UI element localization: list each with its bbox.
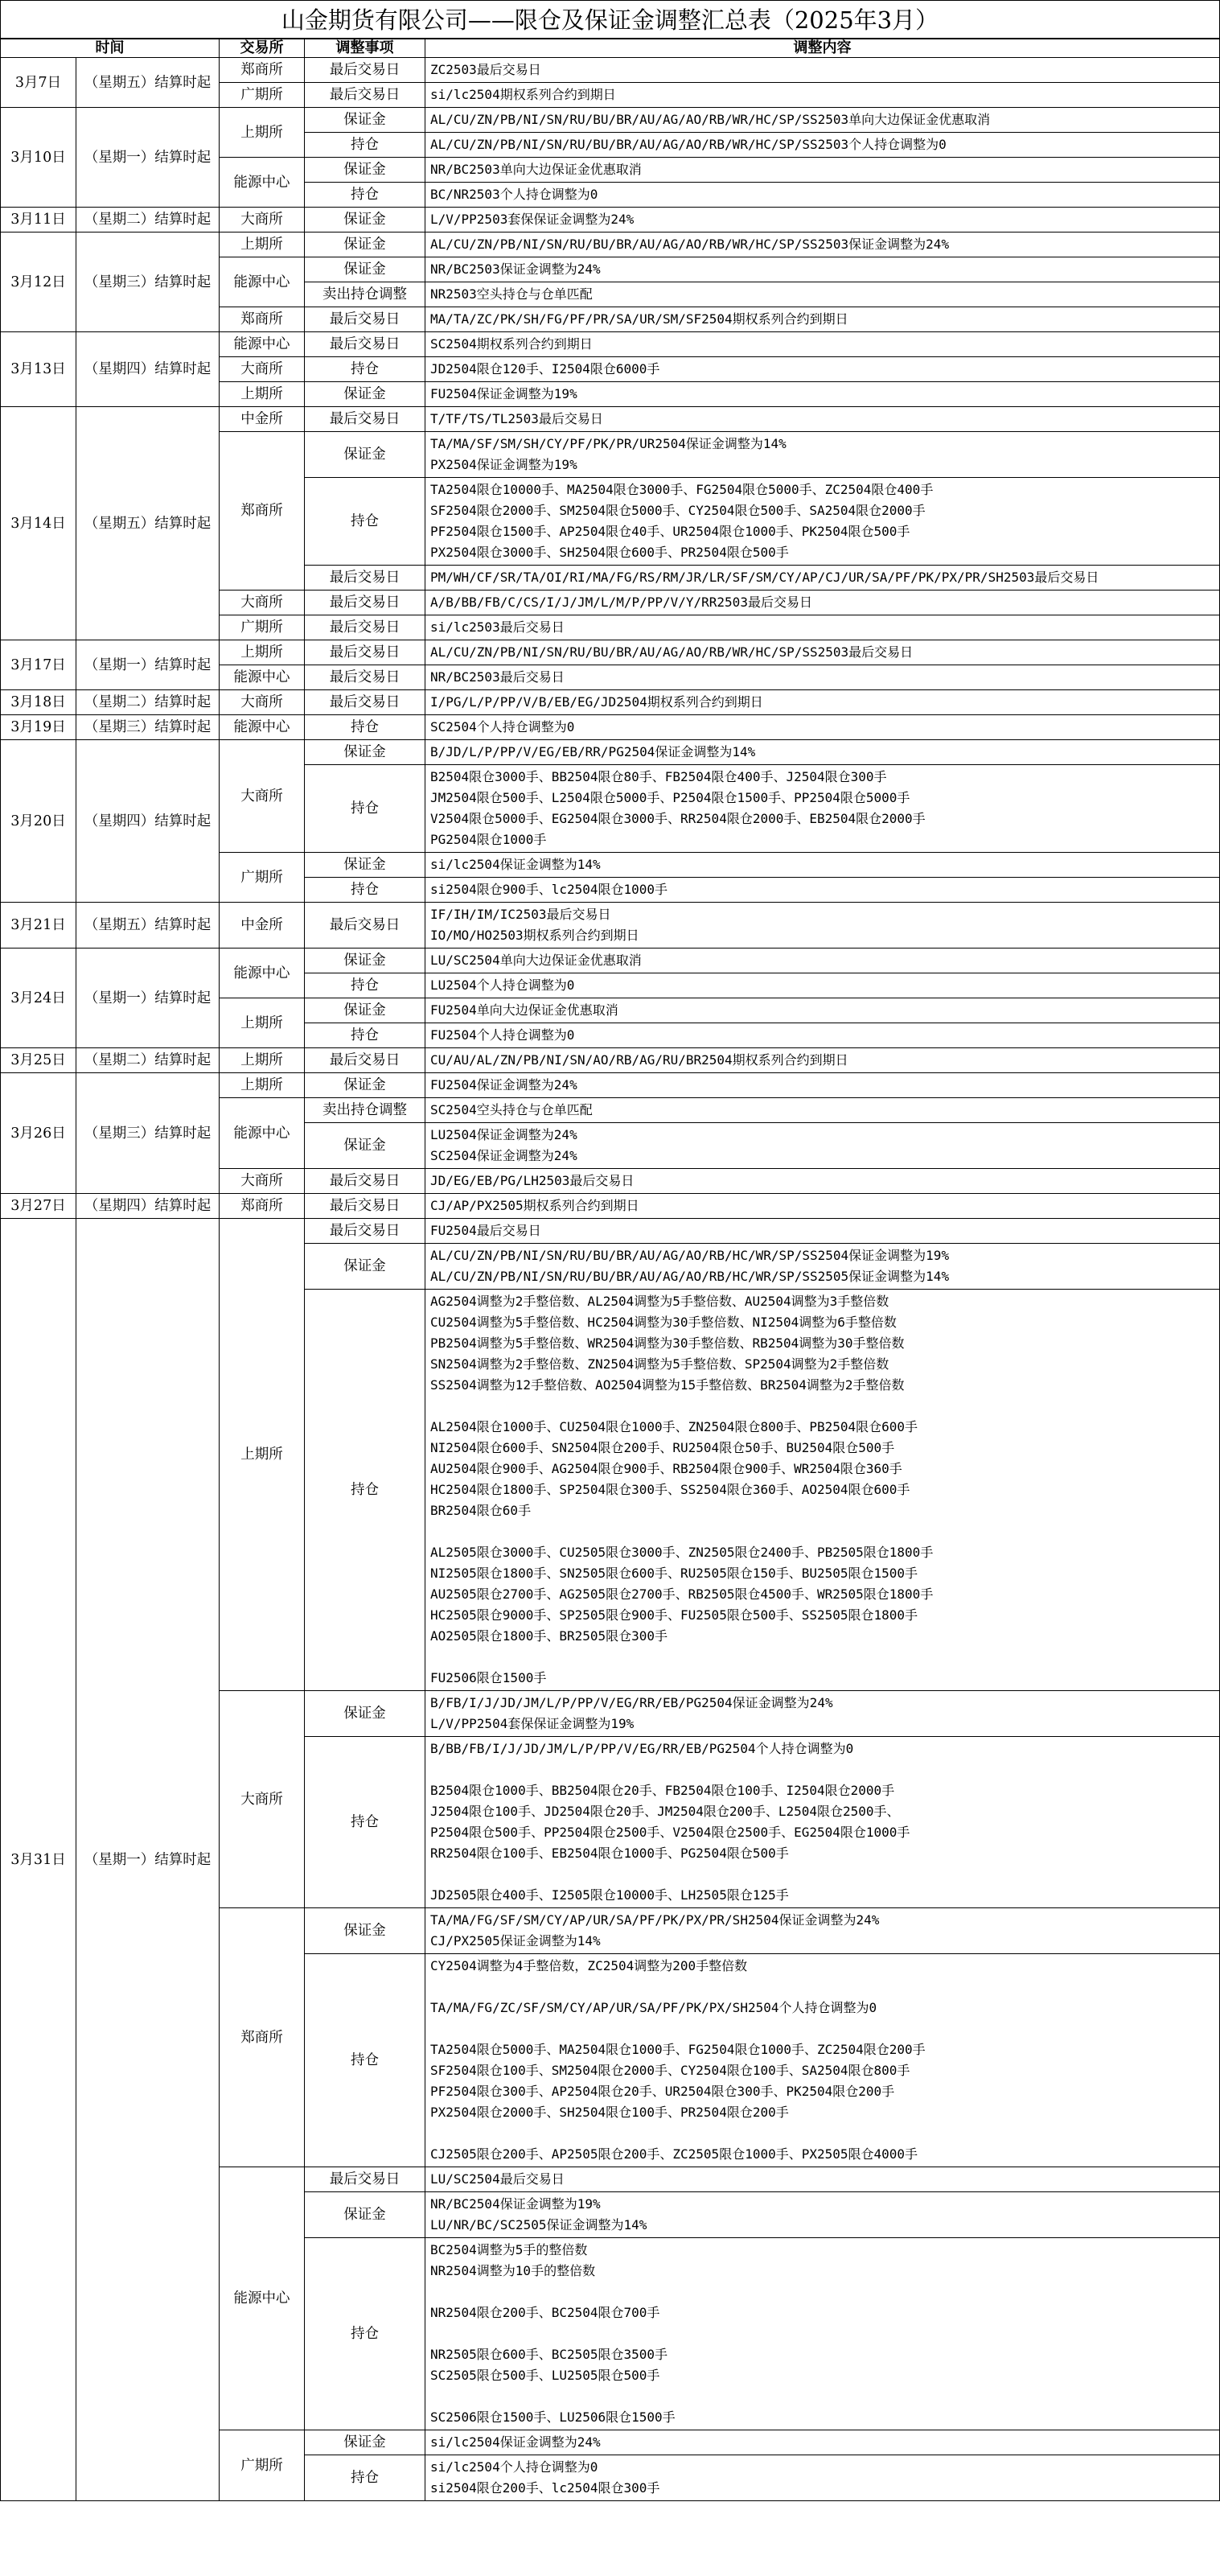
label-cell: 持仓 [305,133,425,158]
label-cell: （星期五）结算时起 [76,903,220,949]
label-cell: 能源中心 [220,949,305,998]
content-cell: B/JD/L/P/PP/V/EG/EB/RR/PG2504保证金调整为14% [425,740,1220,765]
label-cell: 大商所 [220,690,305,715]
label-cell: 能源中心 [220,1098,305,1169]
label-cell: 上期所 [220,382,305,407]
label-cell: （星期三）结算时起 [76,715,220,740]
content-cell: si/lc2503最后交易日 [425,615,1220,640]
table-row [1,640,1220,665]
header-time: 时间 [1,39,220,58]
label-cell: （星期二）结算时起 [76,208,220,232]
label-cell: 最后交易日 [305,566,425,591]
label-cell: 能源中心 [220,332,305,357]
content-cell: NR/BC2503保证金调整为24% [425,257,1220,282]
table-row [1,740,1220,765]
content-cell: CU/AU/AL/ZN/PB/NI/SN/AO/RB/AG/RU/BR2504期权系列合约到期日 [425,1048,1220,1073]
header-content: 调整内容 [425,39,1220,58]
label-cell: （星期五）结算时起 [76,407,220,640]
content-cell: I/PG/L/P/PP/V/B/EB/EG/JD2504期权系列合约到期日 [425,690,1220,715]
label-cell: 大商所 [220,740,305,853]
label-cell: 最后交易日 [305,407,425,432]
label-cell: （星期三）结算时起 [76,1073,220,1194]
label-cell: 持仓 [305,1737,425,1908]
table-row [1,1194,1220,1219]
label-cell: 保证金 [305,382,425,407]
content-cell: A/B/BB/FB/C/CS/I/J/JM/L/M/P/PP/V/Y/RR2503最后交易日 [425,591,1220,615]
label-cell: 大商所 [220,1169,305,1194]
label-cell: 上期所 [220,998,305,1048]
label-cell: 保证金 [305,257,425,282]
content-cell: L/V/PP2503套保保证金调整为24% [425,208,1220,232]
label-cell: 上期所 [220,108,305,158]
content-cell: FU2504单向大边保证金优惠取消 [425,998,1220,1023]
content-cell: si/lc2504期权系列合约到期日 [425,83,1220,108]
content-cell: B/FB/I/J/JD/JM/L/P/PP/V/EG/RR/EB/PG2504保证金调整为24% L/V/PP2504套保保证金调整为19% [425,1691,1220,1737]
content-cell: PM/WH/CF/SR/TA/OI/RI/MA/FG/RS/RM/JR/LR/SF/SM/CY/AP/CJ/UR/SA/PF/PK/PX/PR/SH2503最后交易日 [425,566,1220,591]
label-cell: 3月14日 [1,407,76,640]
header-exchange: 交易所 [220,39,305,58]
content-cell: TA2504限仓10000手、MA2504限仓3000手、FG2504限仓5000手、ZC2504限仓400手 SF2504限仓2000手、SM2504限仓5000手、CY2504限仓500手、SA2504限仓2000手 PF2504限仓1500手、AP2504限仓40手、UR2504限仓1000手、PK2504限仓500手 PX2504限仓3000手、SH2504限仓600手、PR2504限仓500手 [425,478,1220,566]
content-cell: ZC2503最后交易日 [425,58,1220,83]
content-cell: IF/IH/IM/IC2503最后交易日 IO/MO/HO2503期权系列合约到期日 [425,903,1220,949]
label-cell: 保证金 [305,208,425,232]
table-row [1,715,1220,740]
label-cell: 3月24日 [1,949,76,1048]
label-cell: （星期四）结算时起 [76,740,220,903]
content-cell: FU2504保证金调整为19% [425,382,1220,407]
label-cell: 最后交易日 [305,1048,425,1073]
label-cell: 广期所 [220,853,305,903]
label-cell: 最后交易日 [305,1169,425,1194]
label-cell: （星期四）结算时起 [76,332,220,407]
label-cell: 3月21日 [1,903,76,949]
content-cell: NR/BC2503单向大边保证金优惠取消 [425,158,1220,183]
table-row [1,208,1220,232]
label-cell: 3月10日 [1,108,76,208]
label-cell: 最后交易日 [305,1219,425,1244]
label-cell: 保证金 [305,853,425,878]
table-row [1,407,1220,432]
label-cell: 持仓 [305,2455,425,2501]
header-row [1,39,1220,58]
label-cell: 能源中心 [220,257,305,307]
label-cell: 广期所 [220,615,305,640]
page-title: 山金期货有限公司——限仓及保证金调整汇总表（2025年3月） [0,0,1220,39]
label-cell: 最后交易日 [305,690,425,715]
content-cell: CJ/AP/PX2505期权系列合约到期日 [425,1194,1220,1219]
content-cell: JD2504限仓120手、I2504限仓6000手 [425,357,1220,382]
label-cell: 3月11日 [1,208,76,232]
content-cell: AL/CU/ZN/PB/NI/SN/RU/BU/BR/AU/AG/AO/RB/WR/HC/SP/SS2503保证金调整为24% [425,232,1220,257]
content-cell: LU/SC2504单向大边保证金优惠取消 [425,949,1220,973]
content-cell: LU2504个人持仓调整为0 [425,973,1220,998]
label-cell: 最后交易日 [305,58,425,83]
content-cell: BC/NR2503个人持仓调整为0 [425,183,1220,208]
label-cell: 持仓 [305,1954,425,2167]
label-cell: 保证金 [305,1244,425,1290]
label-cell: 持仓 [305,765,425,853]
label-cell: 大商所 [220,208,305,232]
label-cell: （星期二）结算时起 [76,1048,220,1073]
label-cell: 最后交易日 [305,307,425,332]
label-cell: 大商所 [220,357,305,382]
label-cell: 郑商所 [220,1194,305,1219]
label-cell: 广期所 [220,2430,305,2501]
label-cell: 3月12日 [1,232,76,332]
table-row [1,58,1220,83]
label-cell: 保证金 [305,949,425,973]
label-cell: 保证金 [305,108,425,133]
content-cell: B/BB/FB/I/J/JD/JM/L/P/PP/V/EG/RR/EB/PG2504个人持仓调整为0 B2504限仓1000手、BB2504限仓20手、FB2504限仓100手、I2504限仓2000手 J2504限仓100手、JD2504限仓20手、JM2504限仓200手、L2504限仓2500手、 P2504限仓500手、PP2504限仓2500手、V2504限仓2500手、EG2504限仓1000手 RR2504限仓100手、EB2504限仓1000手、PG2504限仓500手 JD2505限仓400手、I2505限仓10000手、LH2505限仓125手 [425,1737,1220,1908]
label-cell: 最后交易日 [305,1194,425,1219]
label-cell: 3月7日 [1,58,76,108]
content-cell: LU2504保证金调整为24% SC2504保证金调整为24% [425,1123,1220,1169]
label-cell: （星期一）结算时起 [76,949,220,1048]
label-cell: 最后交易日 [305,640,425,665]
label-cell: 保证金 [305,740,425,765]
content-cell: TA/MA/SF/SM/SH/CY/PF/PK/PR/UR2504保证金调整为14% PX2504保证金调整为19% [425,432,1220,478]
label-cell: 持仓 [305,1023,425,1048]
table-row [1,108,1220,133]
label-cell: 3月27日 [1,1194,76,1219]
label-cell: 3月20日 [1,740,76,903]
label-cell: 最后交易日 [305,591,425,615]
content-cell: CY2504调整为4手整倍数，ZC2504调整为200手整倍数 TA/MA/FG/ZC/SF/SM/CY/AP/UR/SA/PF/PK/PX/SH2504个人持仓调整为0 TA2504限仓5000手、MA2504限仓1000手、FG2504限仓1000手、ZC2504限仓200手 SF2504限仓100手、SM2504限仓2000手、CY2504限仓100手、SA2504限仓800手 PF2504限仓300手、AP2504限仓20手、UR2504限仓300手、PK2504限仓200手 PX2504限仓2000手、SH2504限仓100手、PR2504限仓200手 CJ2505限仓200手、AP2505限仓200手、ZC2505限仓1000手、PX2505限仓4000手 [425,1954,1220,2167]
label-cell: （星期二）结算时起 [76,690,220,715]
label-cell: 3月25日 [1,1048,76,1073]
label-cell: 持仓 [305,2238,425,2430]
content-cell: AL/CU/ZN/PB/NI/SN/RU/BU/BR/AU/AG/AO/RB/WR/HC/SP/SS2503最后交易日 [425,640,1220,665]
label-cell: 上期所 [220,640,305,665]
content-cell: FU2504保证金调整为24% [425,1073,1220,1098]
content-cell: NR/BC2503最后交易日 [425,665,1220,690]
content-cell: si/lc2504个人持仓调整为0 si2504限仓200手、lc2504限仓300手 [425,2455,1220,2501]
label-cell: 保证金 [305,432,425,478]
content-cell: BC2504调整为5手的整倍数 NR2504调整为10手的整倍数 NR2504限仓200手、BC2504限仓700手 NR2505限仓600手、BC2505限仓3500手 SC2505限仓500手、LU2505限仓500手 SC2506限仓1500手、LU2506限仓1500手 [425,2238,1220,2430]
content-cell: si2504限仓900手、lc2504限仓1000手 [425,878,1220,903]
label-cell: 3月17日 [1,640,76,690]
content-cell: SC2504期权系列合约到期日 [425,332,1220,357]
content-cell: AL/CU/ZN/PB/NI/SN/RU/BU/BR/AU/AG/AO/RB/HC/WR/SP/SS2504保证金调整为19% AL/CU/ZN/PB/NI/SN/RU/BU/BR/AU/AG/AO/RB/HC/WR/SP/SS2505保证金调整为14% [425,1244,1220,1290]
adjustment-table [0,39,1220,2501]
label-cell: （星期一）结算时起 [76,1219,220,2501]
label-cell: 持仓 [305,973,425,998]
label-cell: 上期所 [220,1048,305,1073]
label-cell: （星期一）结算时起 [76,108,220,208]
label-cell: 上期所 [220,1073,305,1098]
label-cell: 上期所 [220,232,305,257]
label-cell: 能源中心 [220,158,305,208]
table-row [1,690,1220,715]
content-cell: T/TF/TS/TL2503最后交易日 [425,407,1220,432]
label-cell: 中金所 [220,407,305,432]
content-cell: NR/BC2504保证金调整为19% LU/NR/BC/SC2505保证金调整为14% [425,2192,1220,2238]
label-cell: 最后交易日 [305,615,425,640]
label-cell: （星期一）结算时起 [76,640,220,690]
table-row [1,1219,1220,1244]
table-row [1,232,1220,257]
label-cell: 保证金 [305,998,425,1023]
label-cell: 上期所 [220,1219,305,1691]
label-cell: 保证金 [305,2192,425,2238]
label-cell: 3月26日 [1,1073,76,1194]
content-cell: LU/SC2504最后交易日 [425,2167,1220,2192]
label-cell: 最后交易日 [305,665,425,690]
content-cell: AG2504调整为2手整倍数、AL2504调整为5手整倍数、AU2504调整为3手整倍数 CU2504调整为5手整倍数、HC2504调整为30手整倍数、NI2504调整为6手整倍数 PB2504调整为5手整倍数、WR2504调整为30手整倍数、RB2504调整为30手整倍数 SN2504调整为2手整倍数、ZN2504调整为5手整倍数、SP2504调整为2手整倍数 SS2504调整为12手整倍数、AO2504调整为15手整倍数、BR2504调整为2手整倍数 AL2504限仓1000手、CU2504限仓1000手、ZN2504限仓800手、PB2504限仓600手 NI2504限仓600手、SN2504限仓200手、RU2504限仓50手、BU2504限仓500手 AU2504限仓900手、AG2504限仓900手、RB2504限仓900手、WR2504限仓360手 HC2504限仓1800手、SP2504限仓300手、SS2504限仓360手、AO2504限仓600手 BR2504限仓60手 AL2505限仓3000手、CU2505限仓3000手、ZN2505限仓2400手、PB2505限仓1800手 NI2505限仓1800手、SN2505限仓600手、RU2505限仓150手、BU2505限仓1500手 AU2505限仓2700手、AG2505限仓2700手、RB2505限仓4500手、WR2505限仓1800手 HC2505限仓9000手、SP2505限仓900手、FU2505限仓500手、SS2505限仓1800手 AO2505限仓1800手、BR2505限仓300手 FU2506限仓1500手 [425,1290,1220,1691]
table-row [1,949,1220,973]
label-cell: 中金所 [220,903,305,949]
label-cell: 保证金 [305,158,425,183]
table-row [1,1073,1220,1098]
table-body [1,58,1220,2501]
content-cell: SC2504空头持仓与仓单匹配 [425,1098,1220,1123]
content-cell: TA/MA/FG/SF/SM/CY/AP/UR/SA/PF/PK/PX/PR/SH2504保证金调整为24% CJ/PX2505保证金调整为14% [425,1908,1220,1954]
content-cell: FU2504最后交易日 [425,1219,1220,1244]
content-cell: FU2504个人持仓调整为0 [425,1023,1220,1048]
label-cell: 能源中心 [220,2167,305,2430]
label-cell: 最后交易日 [305,2167,425,2192]
label-cell: 持仓 [305,715,425,740]
label-cell: 能源中心 [220,665,305,690]
label-cell: 3月13日 [1,332,76,407]
label-cell: 保证金 [305,1073,425,1098]
label-cell: 3月19日 [1,715,76,740]
label-cell: 保证金 [305,232,425,257]
label-cell: 郑商所 [220,1908,305,2167]
label-cell: 3月31日 [1,1219,76,2501]
label-cell: 持仓 [305,357,425,382]
label-cell: 3月18日 [1,690,76,715]
label-cell: 卖出持仓调整 [305,1098,425,1123]
label-cell: （星期五）结算时起 [76,58,220,108]
content-cell: AL/CU/ZN/PB/NI/SN/RU/BU/BR/AU/AG/AO/RB/WR/HC/SP/SS2503单向大边保证金优惠取消 [425,108,1220,133]
label-cell: 持仓 [305,878,425,903]
label-cell: 最后交易日 [305,83,425,108]
label-cell: 郑商所 [220,58,305,83]
content-cell: SC2504个人持仓调整为0 [425,715,1220,740]
content-cell: AL/CU/ZN/PB/NI/SN/RU/BU/BR/AU/AG/AO/RB/WR/HC/SP/SS2503个人持仓调整为0 [425,133,1220,158]
content-cell: si/lc2504保证金调整为14% [425,853,1220,878]
content-cell: MA/TA/ZC/PK/SH/FG/PF/PR/SA/UR/SM/SF2504期权系列合约到期日 [425,307,1220,332]
label-cell: 保证金 [305,2430,425,2455]
label-cell: 卖出持仓调整 [305,282,425,307]
label-cell: 能源中心 [220,715,305,740]
label-cell: （星期四）结算时起 [76,1194,220,1219]
header-item: 调整事项 [305,39,425,58]
label-cell: 郑商所 [220,432,305,591]
label-cell: 保证金 [305,1123,425,1169]
label-cell: 最后交易日 [305,332,425,357]
label-cell: 持仓 [305,1290,425,1691]
content-cell: si/lc2504保证金调整为24% [425,2430,1220,2455]
label-cell: 广期所 [220,83,305,108]
label-cell: 郑商所 [220,307,305,332]
label-cell: 保证金 [305,1691,425,1737]
content-cell: B2504限仓3000手、BB2504限仓80手、FB2504限仓400手、J2504限仓300手 JM2504限仓500手、L2504限仓5000手、P2504限仓1500手、PP2504限仓5000手 V2504限仓5000手、EG2504限仓3000手、RR2504限仓2000手、EB2504限仓2000手 PG2504限仓1000手 [425,765,1220,853]
label-cell: 最后交易日 [305,903,425,949]
table-row [1,1048,1220,1073]
label-cell: 持仓 [305,183,425,208]
table-row [1,903,1220,949]
content-cell: NR2503空头持仓与仓单匹配 [425,282,1220,307]
content-cell: JD/EG/EB/PG/LH2503最后交易日 [425,1169,1220,1194]
label-cell: 持仓 [305,478,425,566]
table-row [1,332,1220,357]
label-cell: 保证金 [305,1908,425,1954]
label-cell: 大商所 [220,1691,305,1908]
label-cell: 大商所 [220,591,305,615]
label-cell: （星期三）结算时起 [76,232,220,332]
